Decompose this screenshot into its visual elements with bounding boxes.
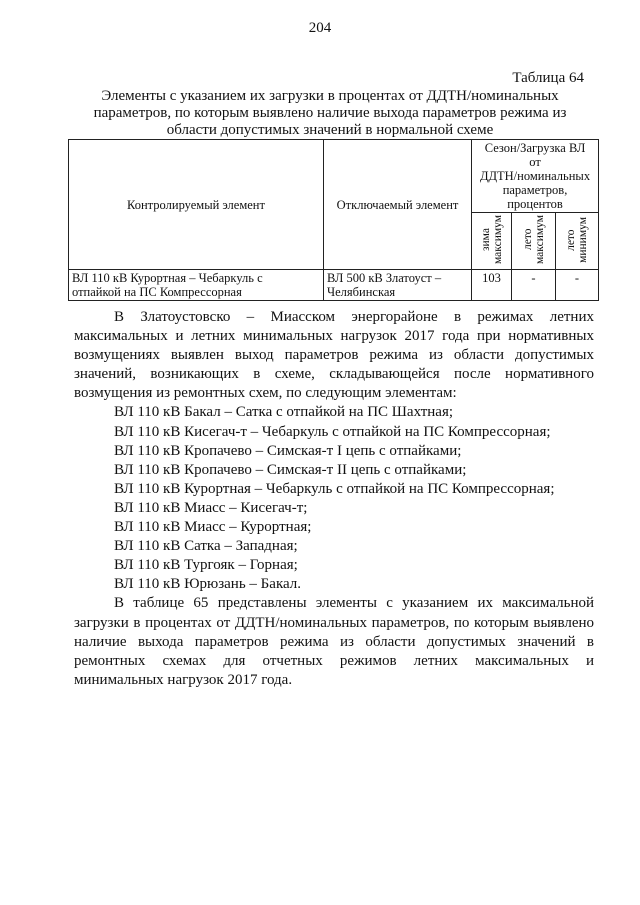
header-season-line: параметров,: [502, 183, 568, 197]
paragraph-line: В Златоустовско – Миасском энергорайоне в режимах летних: [114, 309, 594, 325]
vertical-label-line: лето: [565, 228, 578, 251]
header-season-line: от: [529, 155, 541, 169]
paragraph-line: В таблице 65 представлены элементы с указанием их максимальной: [114, 595, 594, 612]
cell-line: ВЛ 110 кВ Курортная – Чебаркуль с: [72, 271, 263, 285]
paragraph-line: минимальных нагрузок 2017 года.: [74, 671, 293, 688]
list-item: ВЛ 110 кВ Курортная – Чебаркуль с отпайкой на ПС Компрессорная;: [114, 480, 555, 497]
list-item: ВЛ 110 кВ Миасс – Курортная;: [114, 519, 312, 536]
cell-line: ВЛ 500 кВ Златоуст –: [327, 271, 442, 285]
cell-winter-max: 103: [472, 270, 512, 301]
paragraph-line: максимальных и летних минимальных нагрузок 2017 года при нормативных: [74, 328, 594, 345]
table-title-line: Элементы с указанием их загрузки в процентах от ДДТН/номинальных: [101, 88, 559, 104]
table-title-line: параметров, по которым выявлено наличие выхода параметров режима из: [93, 105, 567, 121]
header-season-line: ДДТН/номинальных: [479, 169, 591, 183]
table-title-line: области допустимых значений в нормальной схеме: [166, 122, 494, 138]
header-season-loading: [472, 140, 599, 213]
cell-disconnected-element: [324, 270, 472, 301]
table-header-row: [69, 140, 599, 213]
paragraph-line: наличие выхода параметров режима из области допустимых значений в: [74, 633, 594, 650]
element-list: [74, 403, 594, 594]
list-item: ВЛ 110 кВ Бакал – Сатка с отпайкой на ПС Шахтная;: [114, 404, 454, 421]
table-label: Таблица 64: [512, 70, 584, 86]
list-item: ВЛ 110 кВ Сатка – Западная;: [114, 538, 298, 555]
paragraph-line: значений, возникающих в схеме, складывающейся после нормативного: [74, 366, 594, 383]
list-item: ВЛ 110 кВ Кропачево – Симская-т II цепь с отпайками;: [114, 461, 467, 478]
list-item: ВЛ 110 кВ Кропачево – Симская-т I цепь с отпайками;: [114, 442, 462, 459]
header-summer-min: [556, 213, 599, 270]
cell-controlled-element: [69, 270, 324, 301]
table-row: [69, 270, 599, 301]
paragraph-line: ремонтных схемах для отчетных режимов летних максимальных и: [74, 652, 594, 669]
cell-summer-max: -: [512, 270, 556, 301]
paragraph-line: загрузки в процентах от ДДТН/номинальных параметров, по которым выявлено: [74, 614, 594, 631]
vertical-label-line: максимум: [533, 214, 546, 264]
vertical-label-line: минимум: [577, 216, 590, 263]
header-season-line: процентов: [507, 197, 563, 211]
cell-line: отпайкой на ПС Компрессорная: [72, 285, 242, 299]
paragraph-2: [74, 594, 594, 689]
list-item: ВЛ 110 кВ Тургояк – Горная;: [114, 557, 298, 574]
paragraph-line: возмущениях выявлен выход параметров режима из области допустимых: [74, 347, 594, 364]
vertical-label-line: зима: [479, 228, 492, 251]
paragraph-1: [74, 308, 594, 403]
vertical-label-line: лето: [521, 228, 534, 251]
header-winter-max: [472, 213, 512, 270]
loading-table: [68, 139, 599, 301]
cell-line: Челябинская: [327, 285, 396, 299]
list-item: ВЛ 110 кВ Юрюзань – Бакал.: [114, 576, 302, 593]
list-item: ВЛ 110 кВ Миасс – Кисегач-т;: [114, 499, 308, 516]
header-disconnected-element: Отключаемый элемент: [324, 140, 472, 270]
vertical-label-line: максимум: [491, 214, 504, 264]
paragraph-line: возмущения из ремонтных схем, по следующим элементам:: [74, 385, 457, 402]
header-season-line: Сезон/Загрузка ВЛ: [484, 141, 586, 155]
cell-summer-min: -: [556, 270, 599, 301]
table-title: [70, 88, 590, 139]
header-summer-max: [512, 213, 556, 270]
body-text: [74, 308, 594, 690]
page-number: 204: [308, 20, 332, 36]
list-item: ВЛ 110 кВ Кисегач-т – Чебаркуль с отпайкой на ПС Компрессорная;: [114, 423, 551, 440]
header-controlled-element: Контролируемый элемент: [69, 140, 324, 270]
